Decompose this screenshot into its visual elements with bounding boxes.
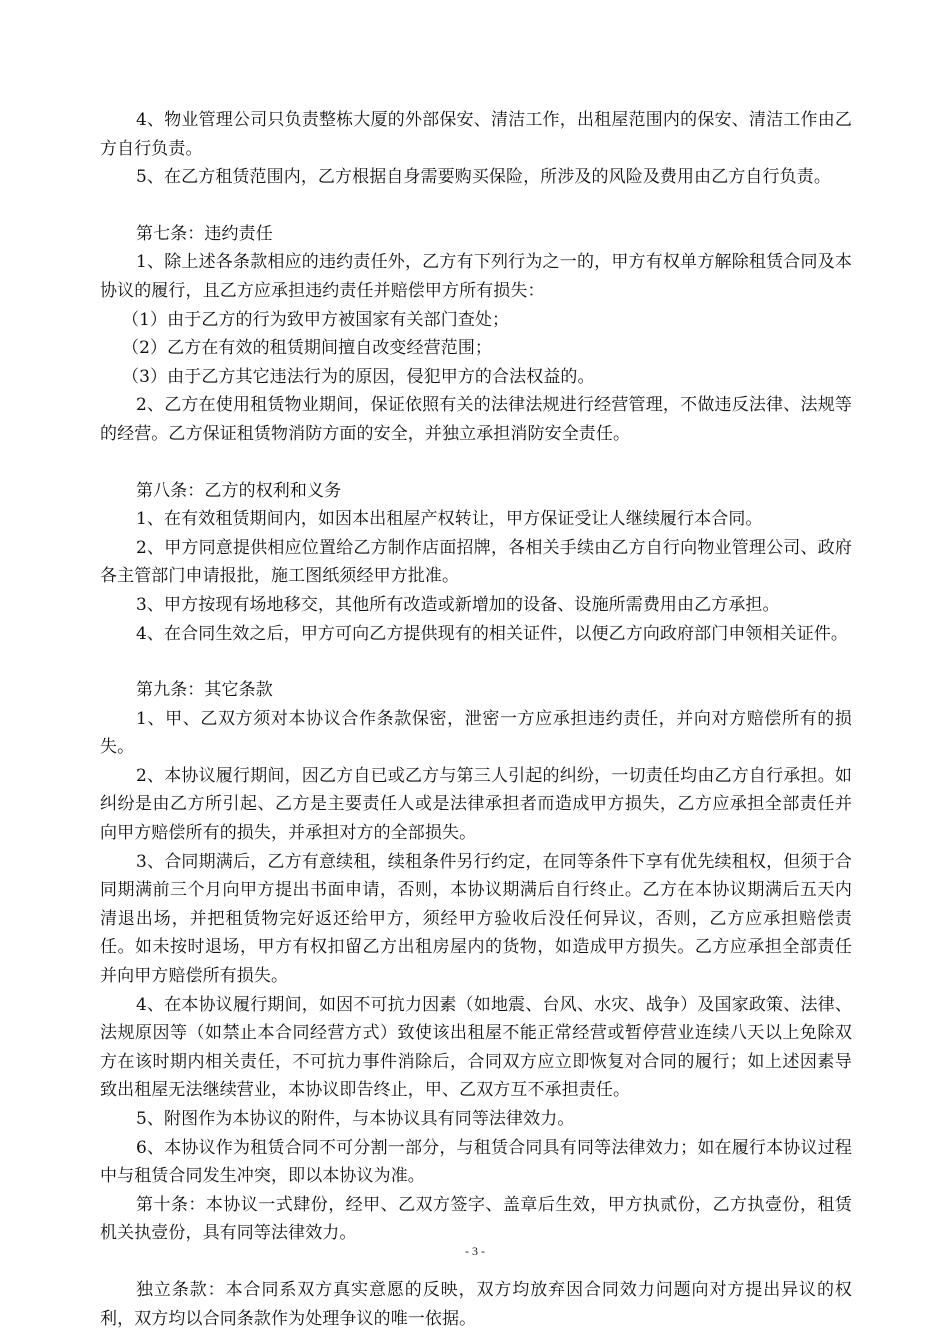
page-number: - 3 - xyxy=(465,1244,485,1258)
article9-para-5: 5、附图作为本协议的附件，与本协议具有同等法律效力。 xyxy=(136,1109,575,1129)
paragraph-gap xyxy=(100,449,852,477)
section6-item-5: 5、在乙方租赁范围内，乙方根据自身需要购买保险，所涉及的风险及费用由乙方自行负责。 xyxy=(136,167,831,188)
article9-para-6: 6、本协议作为租赁合同不可分割一部分，与租赁合同具有同等法律效力；如在履行本协议过程中与租赁合同发生冲突，即以本协议为准。 xyxy=(100,1137,852,1187)
article8-para-3: 3、甲方按现有场地移交，其他所有改造或新增加的设备、设施所需费用由乙方承担。 xyxy=(136,594,780,615)
article9-title: 第九条：其它条款 xyxy=(136,680,273,701)
independent-clause: 独立条款：本合同系双方真实意愿的反映，双方均放弃因合同效力问题向对方提出异议的权利，双方均以合同条款作为处理争议的唯一依据。 xyxy=(100,1279,852,1329)
paragraph-gap xyxy=(100,648,852,676)
section6-item-4: 4、物业管理公司只负责整栋大厦的外部保安、清洁工作，出租屋范围内的保安、清洁工作由乙方自行负责。 xyxy=(100,110,852,159)
article8-para-1: 1、在有效租赁期间内，如因本出租屋产权转让，甲方保证受让人继续履行本合同。 xyxy=(136,509,763,530)
article7-item-3: （3）由于乙方其它违法行为的原因，侵犯甲方的合法权益的。 xyxy=(122,366,595,387)
article9-para-4: 4、在本协议履行期间，如因不可抗力因素（如地震、台风、水灾、战争）及国家政策、法律、法规原因等（如禁止本合同经营方式）致使该出租屋不能正常经营或暂停营业连续八天以上免除双方在该时期内相关责任，不可抗力事件消除后，合同双方应立即恢复对合同的履行；如上述因素导致出租屋无法继续营业，本协议即告终止，甲、乙双方互不承担责任。 xyxy=(100,994,852,1101)
article7-para-1: 1、除上述各条款相应的违约责任外，乙方有下列行为之一的，甲方有权单方解除租赁合同及本协议的履行，且乙方应承担违约责任并赔偿甲方所有损失： xyxy=(100,252,852,301)
article9-para-2: 2、本协议履行期间，因乙方自已或乙方与第三人引起的纠纷，一切责任均由乙方自行承担。如纠纷是由乙方所引起、乙方是主要责任人或是法律承担者而造成甲方损失，乙方应承担全部责任并向甲方赔偿所有的损失，并承担对方的全部损失。 xyxy=(100,765,852,844)
article9-para-1: 1、甲、乙双方须对本协议合作条款保密，泄密一方应承担违约责任，并向对方赔偿所有的损失。 xyxy=(100,708,852,758)
article7-para-2: 2、乙方在使用租赁物业期间，保证依照有关的法律法规进行经营管理，不做违反法律、法规等的经营。乙方保证租赁物消防方面的安全，并独立承担消防安全责任。 xyxy=(100,395,852,444)
article10-para: 第十条：本协议一式肆份，经甲、乙双方签字、盖章后生效，甲方执贰份，乙方执壹份，租赁机关执壹份，具有同等法律效力。 xyxy=(100,1194,852,1244)
paragraph-gap xyxy=(100,192,852,220)
article8-para-4: 4、在合同生效之后，甲方可向乙方提供现有的相关证件，以便乙方向政府部门申领相关证件。 xyxy=(136,623,849,644)
article7-item-1: （1）由于乙方的行为致甲方被国家有关部门查处； xyxy=(122,309,510,330)
article9-para-3: 3、合同期满后，乙方有意续租，续租条件另行约定，在同等条件下享有优先续租权，但须于合同期满前三个月向甲方提出书面申请，否则，本协议期满后自行终止。乙方在本协议期满后五天内清退出场，并把租赁物完好返还给甲方，须经甲方验收后没任何异议，否则，乙方应承担赔偿责任。如未按时退场，甲方有权扣留乙方出租房屋内的货物，如造成甲方损失。乙方应承担全部责任并向甲方赔偿所有损失。 xyxy=(100,851,852,987)
article8-title: 第八条：乙方的权利和义务 xyxy=(136,480,342,501)
article7-item-2: （2）乙方在有效的租赁期间擅自改变经营范围； xyxy=(122,338,493,359)
page-content xyxy=(100,106,852,1333)
article8-para-2: 2、甲方同意提供相应位置给乙方制作店面招牌，各相关手续由乙方自行向物业管理公司、政府各主管部门申请报批，施工图纸须经甲方批准。 xyxy=(100,537,852,587)
article7-title: 第七条：违约责任 xyxy=(136,223,273,244)
